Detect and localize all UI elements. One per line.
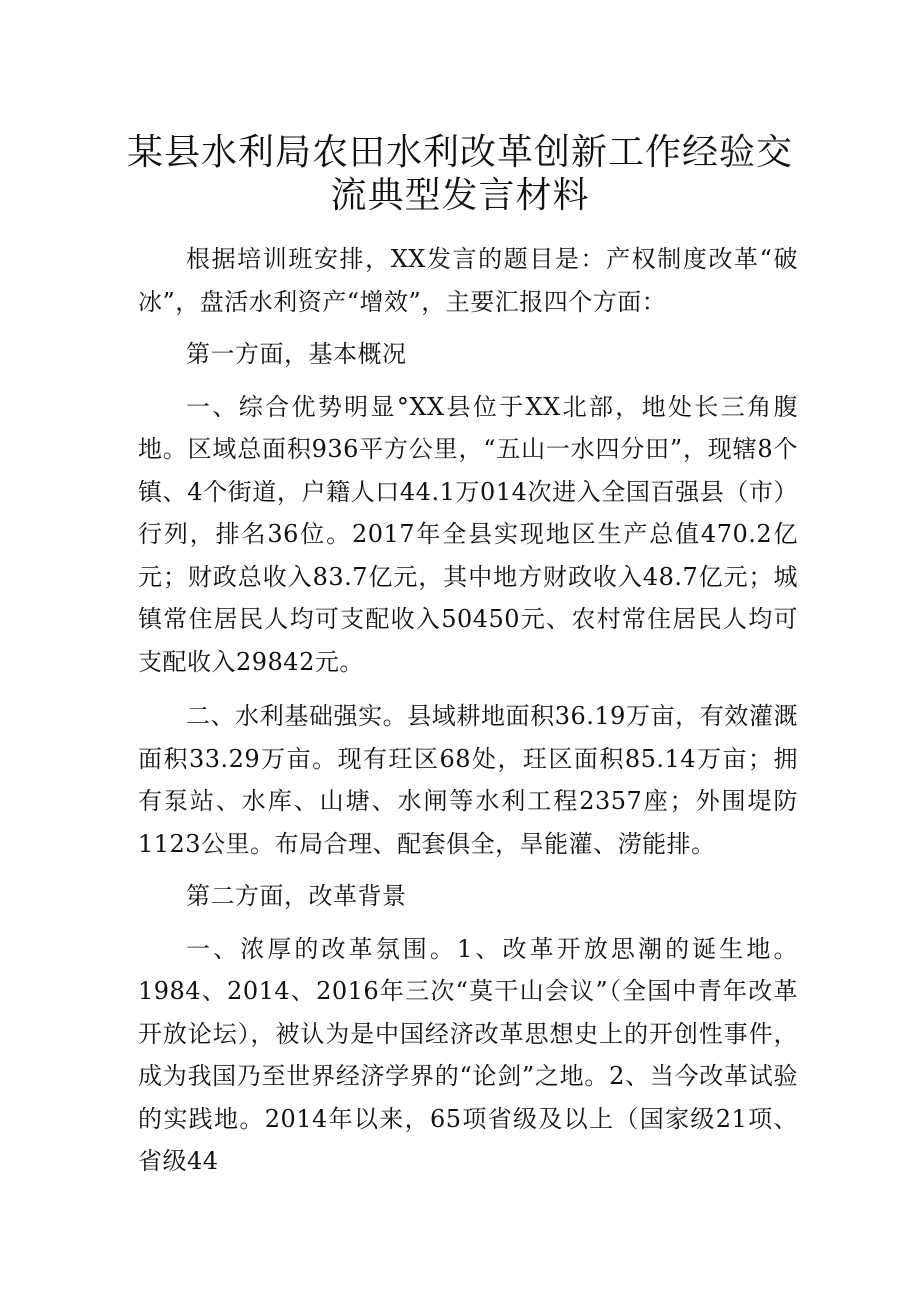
paragraph-reform-atmosphere: 一、浓厚的改革氛围。1、改革开放思潮的诞生地。1984、2014、2016年三次“莫干山会议”（全国中青年改革开放论坛），被认为是中国经济改革思想史上的开创性事件，成为我国乃至世界经济学界的“论剑”之地。2、当今改革试验的实践地。2014年以来，65项省级及以上（国家级21项、省级44: [138, 934, 798, 1175]
section-heading-background: 第二方面，改革背景: [186, 882, 407, 910]
document-body: [138, 238, 798, 1183]
section-heading-overview: 第一方面，基本概况: [186, 340, 407, 368]
document-title-line-1: 某县水利局农田水利改革创新工作经验交: [126, 132, 793, 173]
paragraph-advantages: 一、综合优势明显°XX县位于XX北部，地处长三角腹地。区域总面积936平方公里，“五山一水四分田”，现辖8个镇、4个街道，户籍人口44.1万014次进入全国百强县（市）行列，排名36位。2017年全县实现地区生产总值470.2亿元；财政总收入83.7亿元，其中地方财政收入48.7亿元；城镇常住居民人均可支配收入50450元、农村常住居民人均可支配收入29842元。: [138, 392, 798, 676]
paragraph-water-infrastructure: 二、水利基础强实。县域耕地面积36.19万亩，有效灌溉面积33.29万亩。现有玨区68处，玨区面积85.14万亩；拥有泵站、水库、山塘、水闸等水利工程2357座；外围堤防1123公里。布局合理、配套俱全，旱能灌、涝能排。: [138, 702, 798, 858]
intro-paragraph: 根据培训班安排，XX发言的题目是：产权制度改革“破冰”，盘活水利资产“增效”，主要汇报四个方面：: [138, 245, 798, 316]
document-title-line-2: 流典型发言材料: [330, 175, 590, 216]
